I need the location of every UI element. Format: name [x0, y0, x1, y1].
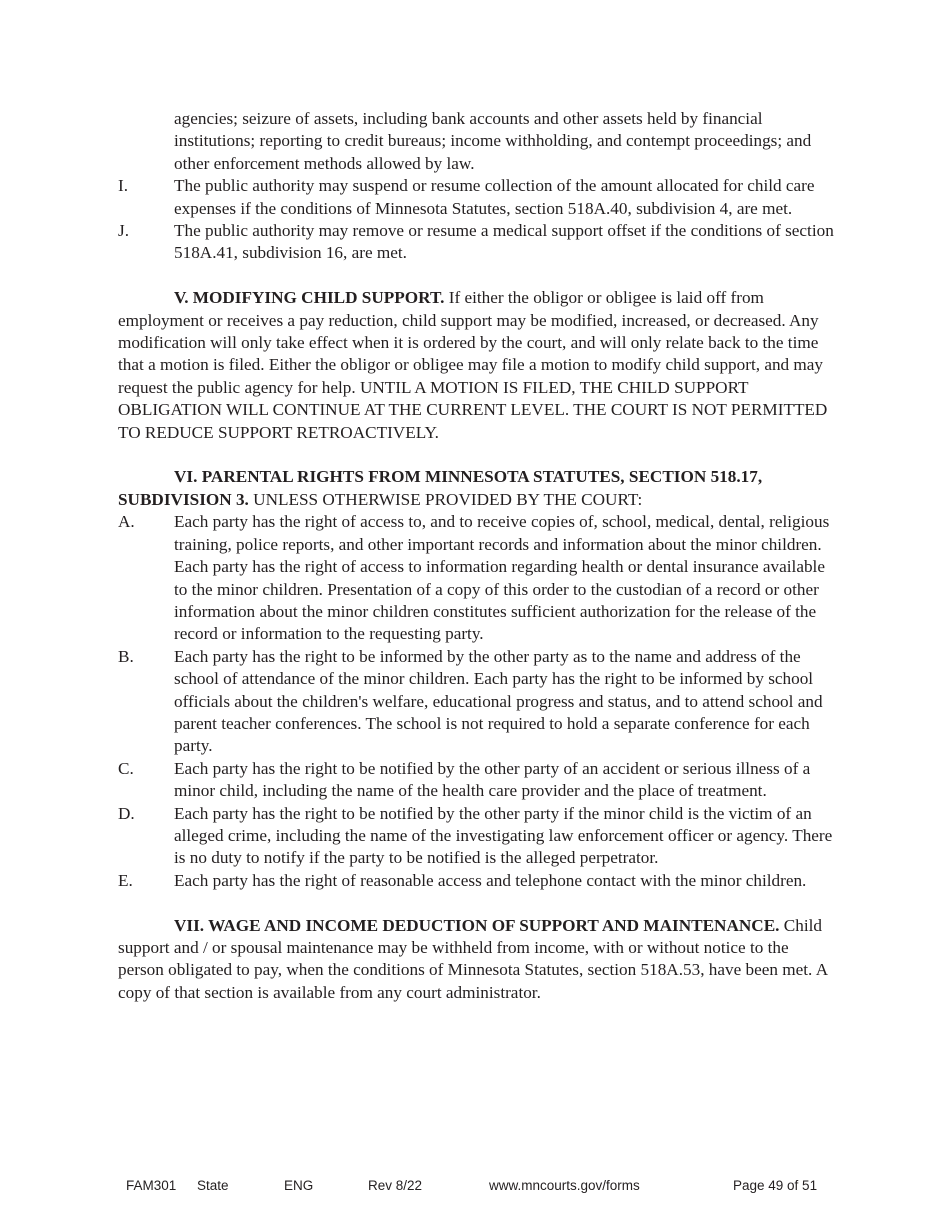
section-v-modifying-child-support [118, 287, 838, 444]
footer-language: ENG [284, 1178, 314, 1193]
list-item-d [118, 803, 838, 870]
list-item-a [118, 511, 838, 645]
footer-form-number: FAM301 [126, 1178, 177, 1193]
list-item-text: Each party has the right to be informed by the other party as to the name and address of the school of attendance of the minor children. Each party has the right to be informed by school officials about the children's welfare, educational progress and status, and to attend school and parent teacher conferences. The school is not required to hold a separate conference for each party. [174, 646, 823, 756]
list-item-label: J. [118, 221, 129, 241]
list-item-label: A. [118, 512, 135, 532]
list-item-text: Each party has the right of access to, and to receive copies of, school, medical, dental, religious training, police reports, and other important records and information about the minor children. Each party has the right of access to information regarding health or dental insurance available to the minor children. Presentation of a copy of this order to the custodian of a record or other information about the minor children constitutes sufficient authorization for the release of the record or information to the requesting party. [174, 512, 830, 644]
section-vii-body: Child support and / or spousal maintenance may be withheld from income, with or without notice to the person obligated to pay, when the conditions of Minnesota Statutes, section 518A.53, have been met. A copy of that section is available from any court administrator. [118, 915, 828, 1002]
list-item-i [118, 175, 838, 220]
page-footer [0, 1178, 950, 1198]
list-item-c [118, 758, 838, 803]
list-item-b [118, 646, 838, 758]
continued-paragraph: agencies; seizure of assets, including bank accounts and other assets held by financial institutions; reporting to credit bureaus; income withholding, and contempt proceedings; and other enforcement methods allowed by law. [174, 109, 812, 173]
list-item-label: B. [118, 646, 134, 666]
list-item-label: D. [118, 803, 135, 823]
list-item-j [118, 220, 838, 265]
list-item-label: C. [118, 758, 134, 778]
list-item-text: Each party has the right to be notified by the other party if the minor child is the victim of an alleged crime, including the name of the investigating law enforcement officer or agency. There is no duty to notify if the party to be notified is the alleged perpetrator. [174, 803, 833, 868]
footer-website-link[interactable]: www.mncourts.gov/forms [489, 1178, 640, 1193]
list-item-text: The public authority may suspend or resume collection of the amount allocated for child care expenses if the conditions of Minnesota Statutes, section 518A.40, subdivision 4, are met. [174, 176, 815, 218]
list-item-e [118, 870, 838, 892]
section-vi-parental-rights [118, 466, 838, 511]
footer-jurisdiction: State [197, 1178, 229, 1193]
section-vii-heading: VII. WAGE AND INCOME DEDUCTION OF SUPPORT AND MAINTENANCE. [174, 915, 780, 935]
footer-revision: Rev 8/22 [368, 1178, 423, 1193]
list-item-label: E. [118, 870, 133, 890]
section-v-body: If either the obligor or obligee is laid off from employment or receives a pay reduction, child support may be modified, increased, or decreased. Any modification will only take effect when it is ordered by the court, and will only relate back to the time that a motion is filed. Either the obligor or obligee may file a motion to modify child support, and may request the public agency for help. UNTIL A MOTION IS FILED, THE CHILD SUPPORT OBLIGATION WILL CONTINUE AT THE CURRENT LEVEL. THE COURT IS NOT PERMITTED TO REDUCE SUPPORT RETROACTIVELY. [118, 288, 828, 442]
list-item-text: The public authority may remove or resume a medical support offset if the conditions of section 518A.41, subdivision 16, are met. [174, 221, 834, 263]
page-content [118, 108, 838, 1004]
section-vii-wage-income-deduction [118, 915, 838, 1005]
list-item-text: Each party has the right of reasonable access and telephone contact with the minor children. [174, 870, 807, 890]
footer-page-number: Page 49 of 51 [733, 1178, 818, 1193]
section-vi-heading: VI. PARENTAL RIGHTS FROM MINNESOTA STATUTES, SECTION 518.17, SUBDIVISION 3. [118, 467, 763, 509]
list-item-text: Each party has the right to be notified by the other party of an accident or serious illness of a minor child, including the name of the health care provider and the place of treatment. [174, 758, 811, 801]
list-item-label: I. [118, 176, 129, 196]
section-v-heading: V. MODIFYING CHILD SUPPORT. [174, 288, 445, 308]
section-vi-body: UNLESS OTHERWISE PROVIDED BY THE COURT: [248, 489, 643, 509]
